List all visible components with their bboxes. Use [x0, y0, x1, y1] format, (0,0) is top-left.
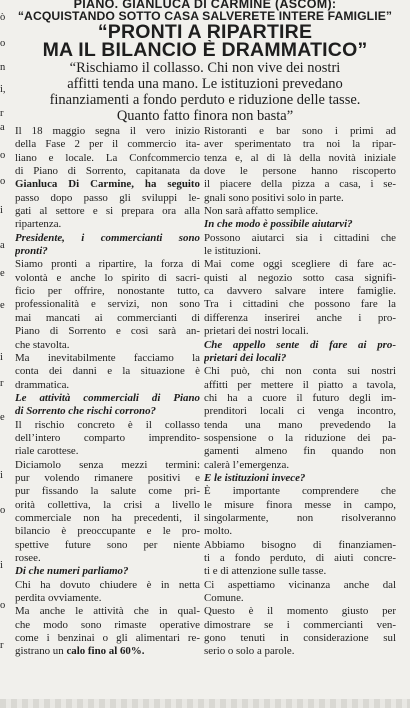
interview-question: pronti? [15, 245, 48, 258]
body-line: È importante comprendere che [204, 485, 396, 498]
body-line: orità collettiva, la crisi a livello [15, 498, 200, 511]
gutter-fragment: e [0, 268, 5, 279]
body-line: Siamo pronti a ripartire, la forza di [15, 258, 200, 271]
gutter-fragment: o [0, 505, 6, 516]
body-line: passo dopo passo gli sviluppi le- [15, 191, 200, 204]
gutter-fragment: o [0, 150, 6, 161]
body-line: liano e locale. La Confcommercio [15, 151, 200, 164]
body-line: Il rischio concreto è il collasso [15, 418, 200, 431]
gutter-fragment: o [0, 176, 6, 187]
gutter-fragment: r [0, 640, 4, 651]
body-line: gati al settore e si prepara ora alla [15, 205, 200, 218]
body-line: Chi ha dovuto chiudere è in netta [15, 578, 200, 591]
body-line: le misure finora messe in campo, [204, 498, 396, 511]
article-kicker: PIANO. GIANLUCA DI CARMINE (ASCOM): [73, 0, 337, 11]
deck-line: Quanto fatto finora non basta” [116, 108, 294, 124]
body-line: serio o solo a parole. [204, 645, 295, 658]
body-line: ficio per offrire, nonostante tutto, [15, 285, 200, 298]
body-line: bilancio è preoccupante e le pro- [15, 525, 200, 538]
body-line: che modo sono rimaste operative [15, 618, 200, 631]
interview-question: In che modo è possibile aiutarvi? [204, 218, 353, 231]
gutter-fragment: o [0, 38, 6, 49]
body-line: Chi può, chi non conta sui nostri [204, 365, 396, 378]
body-line: Ci aspettiamo vicinanza anche dal [204, 578, 396, 591]
body-line: calerà l’emergenza. [204, 458, 290, 471]
body-line: Abbiamo bisogno di finanziamen- [204, 538, 396, 551]
body-line: conta dei danni e la situazione è [15, 365, 200, 378]
gutter-fragment: a [0, 122, 5, 133]
gutter-fragment: e [0, 300, 5, 311]
body-line: Questo è il momento giusto per [204, 605, 396, 618]
body-line: rosee. [15, 552, 41, 564]
body-line: drammatica. [15, 378, 70, 391]
body-line: Ma inevitabilmente facciamo la [15, 351, 200, 364]
interview-question: Presidente, i commercianti sono [15, 231, 200, 244]
article-column-right [204, 125, 396, 659]
headline-line-1: “PRONTI A RIPARTIRE [97, 22, 313, 42]
body-line: Ristoranti e bar sono i primi ad [204, 125, 396, 137]
body-line: ripartenza. [15, 218, 62, 231]
gutter-fragment: a [0, 240, 5, 251]
interview-question: Di che numeri parliamo? [15, 565, 129, 578]
gutter-fragment: ò [0, 12, 6, 23]
gutter-fragment: r [0, 108, 4, 119]
body-line: Piano di Sorrento e così sarà an- [15, 325, 200, 338]
body-line: Mai come oggi scegliere di fare ac- [204, 258, 396, 271]
body-line: come i benzinai o gli alimentari re- [15, 632, 200, 645]
body-line: chi ha a cuore il futuro degli im- [204, 391, 396, 404]
interview-question: E le istituzioni invece? [204, 471, 306, 484]
body-line: tenda una mano prevedendo la [204, 418, 396, 431]
body-line: dove le persone hanno riscoperto [204, 165, 396, 178]
gutter-fragment: o [0, 600, 6, 611]
body-line: le istituzioni. [204, 245, 261, 258]
article-column-left [15, 125, 200, 659]
body-line: Tra i cittadini che possono fare la [204, 298, 396, 311]
body-line: Non sarà affatto semplice. [204, 205, 319, 218]
body-line: che stavolta. [15, 338, 70, 351]
body-line: Possono aiutarci sia i cittadini che [204, 231, 396, 244]
gutter-fragment: e [0, 412, 5, 423]
interview-question: Le attività commerciali di Piano [15, 391, 200, 404]
body-line: riale carottese. [15, 445, 79, 458]
body-line: dimostrare se i commercianti ven- [204, 618, 396, 631]
gutter-fragment: r [0, 378, 4, 389]
interview-question: Che appello sente di fare ai pro- [204, 338, 396, 351]
interview-question: prietari dei locali? [204, 351, 287, 364]
body-line: pur volendo rimanere positivi e [15, 471, 200, 484]
body-line: affitti per mettere il piatto a tavola, [204, 378, 396, 391]
gutter-fragment: i [0, 470, 3, 481]
body-line: il piacere della pizza a casa, i se- [204, 178, 396, 191]
body-line: gono tenuti in considerazione sul [204, 632, 396, 645]
body-text: gistrano un [15, 645, 67, 658]
body-line: mai mancati ai commercianti di [15, 311, 200, 324]
body-line: Gianluca Di Carmine, ha seguito [15, 178, 200, 191]
headline-line-2: MA IL BILANCIO È DRAMMATICO” [42, 40, 368, 60]
body-line: pur fissando la salute come pri- [15, 485, 200, 498]
body-line: prietari dei nostri locali. [204, 325, 309, 338]
body-line: ti e di attenzione sulle tasse. [204, 565, 327, 578]
gutter-fragment: n [0, 62, 6, 73]
gutter-fragment: i [0, 352, 3, 363]
deck-line: finanziamenti a fondo perduto e riduzione delle tasse. [49, 92, 361, 108]
body-line: gamenti almeno fin quando non [204, 445, 396, 458]
body-line: Il 18 maggio segna il vero inizio [15, 125, 200, 137]
body-line: dell’intero comparto imprenditо- [15, 431, 200, 444]
body-line: Comune. [204, 592, 244, 605]
body-line [15, 645, 200, 658]
body-line: Ma anche le attività che in qual- [15, 605, 200, 618]
body-line: commerciale non ha precedenti, il [15, 511, 200, 524]
gutter-fragment: i [0, 560, 3, 571]
body-line: gnali sono positivi solo in parte. [204, 191, 344, 204]
body-line: tenza e, al di là della novità iniziale [204, 151, 396, 164]
interview-question: di Sorrento che rischi corrono? [15, 405, 156, 418]
body-line: quisti al negozio sotto casa signifi- [204, 271, 396, 284]
body-line: differenza inserirei anche i pro- [204, 311, 396, 324]
highlighted-figure: calo fino al 60%. [66, 645, 145, 658]
body-line: prenditori locali ci venga incontro, [204, 405, 396, 418]
body-line: molto. [204, 525, 233, 538]
body-line: aver sperimentato tra noi la ripar- [204, 138, 396, 151]
body-line: Diciamolo senza mezzi termini: [15, 458, 200, 471]
deck-line: affitti tenda una mano. Le istituzioni prevedano [67, 76, 343, 92]
page-bottom-edge [0, 699, 410, 708]
body-line: singolarmente, non risolveranno [204, 511, 396, 524]
body-line: perdita ovviamente. [15, 592, 102, 605]
body-line: professionalità e servizi, non sono [15, 298, 200, 311]
body-line: ti a fondo perduto, di aiuti concre- [204, 552, 396, 564]
body-line: ca davvero salvare intere famiglie. [204, 285, 396, 298]
gutter-fragment: i, [0, 84, 6, 95]
gutter-fragment: i [0, 205, 3, 216]
body-line: della Fase 2 per il commercio ita- [15, 138, 200, 151]
body-line: spettive future sono per niente [15, 538, 200, 551]
deck-line: “Rischiamo il collasso. Chi non vive dei nostri [69, 60, 341, 76]
body-line: di Piano di Sorrento, capitanata da [15, 165, 200, 178]
body-line: sospensione o la riduzione dei pa- [204, 431, 396, 444]
body-line: volontà e anche lo spirito di sacri- [15, 271, 200, 284]
article-quote-line: “ACQUISTANDO SOTTO CASA SALVERETE INTERE FAMIGLIE” [17, 9, 393, 23]
